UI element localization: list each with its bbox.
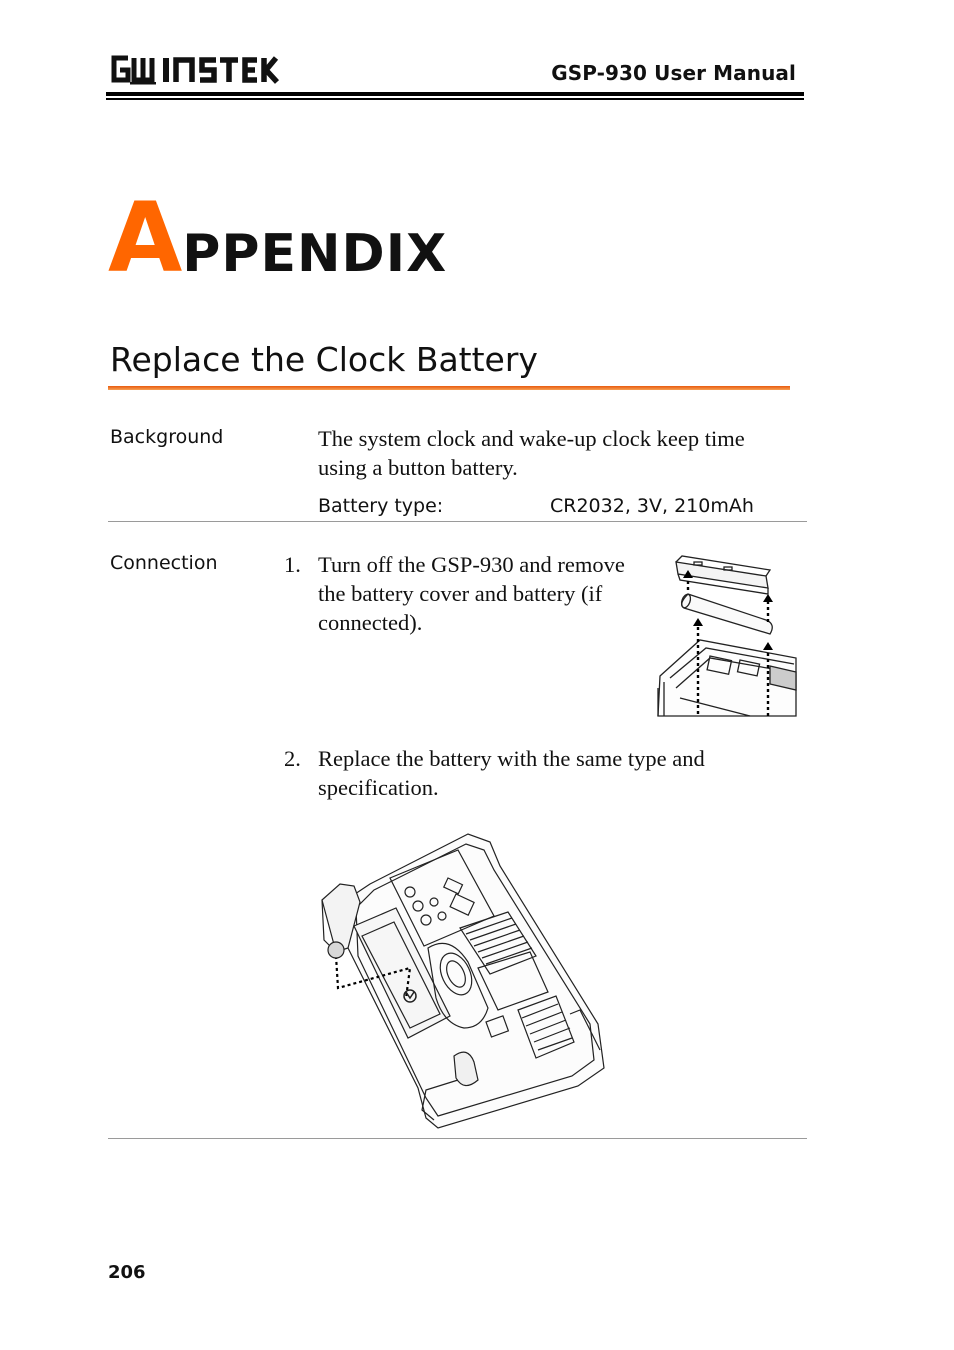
battery-removal-illustration: [650, 548, 798, 720]
background-label: Background: [110, 426, 224, 448]
step-text: Replace the battery with the same type and specification.: [318, 746, 705, 800]
chapter-title: [108, 182, 448, 294]
header-rule-thin: [106, 98, 804, 100]
page-number: 206: [108, 1262, 146, 1283]
step-text: Turn off the GSP-930 and remove the battery cover and battery (if connected).: [318, 552, 625, 635]
background-text: The system clock and wake-up clock keep time using a button battery.: [318, 426, 745, 480]
step-number: 1.: [284, 552, 301, 577]
instrument-bottom-view-illustration: [318, 828, 610, 1134]
chapter-rest: PPENDIX: [182, 224, 448, 284]
battery-type-label: Battery type:: [318, 495, 444, 517]
section-title: Replace the Clock Battery: [110, 340, 538, 379]
row-divider: [108, 521, 807, 522]
header-rule: [106, 92, 804, 96]
connection-label: Connection: [110, 552, 218, 574]
section-rule: [108, 386, 790, 390]
gw-instek-logo: [108, 52, 280, 86]
battery-type-value: CR2032, 3V, 210mAh: [550, 495, 754, 517]
chapter-initial: A: [108, 182, 183, 294]
row-divider: [108, 1138, 807, 1139]
manual-title: GSP-930 User Manual: [551, 61, 796, 85]
step-number: 2.: [284, 746, 301, 771]
